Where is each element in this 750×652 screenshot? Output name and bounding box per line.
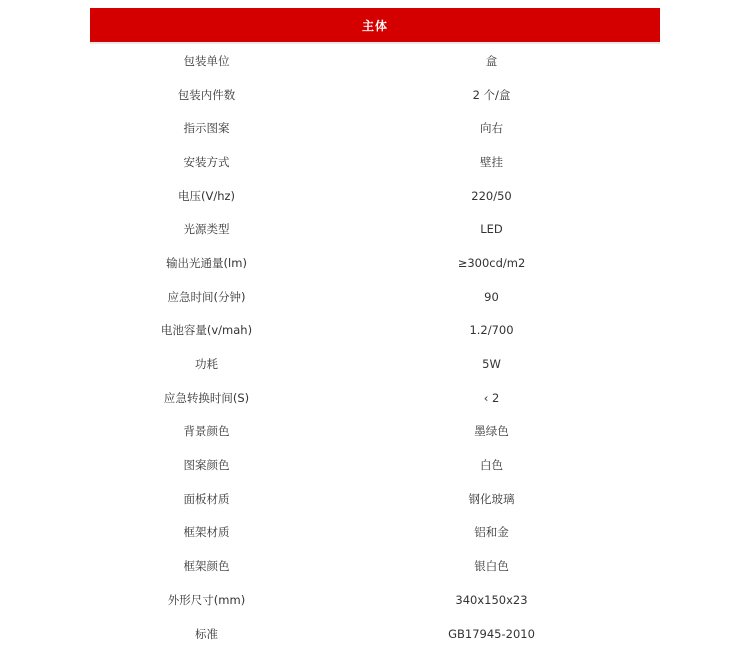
table-row (90, 516, 660, 550)
table-row (90, 44, 660, 78)
spec-label: 包装单位 (183, 53, 230, 68)
spec-value: GB17945-2010 (448, 626, 535, 641)
spec-label: 功耗 (195, 357, 218, 372)
spec-label: 框架材质 (183, 525, 230, 540)
spec-value: 壁挂 (480, 154, 503, 169)
spec-label: 框架颜色 (183, 559, 230, 574)
spec-label: 应急时间(分钟) (167, 289, 246, 304)
spec-table (90, 8, 660, 650)
spec-label: 指示图案 (183, 121, 230, 136)
spec-label: 包装内件数 (177, 87, 236, 102)
spec-value: ‹ 2 (483, 390, 500, 405)
spec-value: 钢化玻璃 (468, 491, 515, 506)
spec-label: 输出光通量(lm) (166, 255, 247, 270)
spec-value: 墨绿色 (474, 424, 509, 439)
spec-value: 白色 (480, 458, 503, 473)
table-row (90, 212, 660, 246)
table-row (90, 347, 660, 381)
spec-label: 背景颜色 (183, 424, 230, 439)
spec-label: 电压(V/hz) (177, 188, 236, 203)
table-row (90, 549, 660, 583)
spec-label: 图案颜色 (183, 458, 230, 473)
table-row (90, 78, 660, 112)
spec-label: 外形尺寸(mm) (167, 592, 246, 607)
table-row (90, 145, 660, 179)
spec-value: 5W (482, 357, 501, 372)
spec-value: 340x150x23 (455, 592, 528, 607)
spec-value: 银白色 (474, 559, 509, 574)
table-row (90, 111, 660, 145)
spec-value: ≥300cd/m2 (457, 255, 526, 270)
spec-label: 标准 (195, 626, 218, 641)
spec-value: LED (480, 222, 503, 237)
spec-value: 盒 (485, 53, 498, 68)
table-row (90, 314, 660, 348)
spec-label: 面板材质 (183, 491, 230, 506)
spec-value: 220/50 (471, 188, 512, 203)
spec-label: 应急转换时间(S) (163, 390, 250, 405)
spec-value: 向右 (480, 121, 503, 136)
table-row (90, 179, 660, 213)
table-row (90, 448, 660, 482)
table-row (90, 246, 660, 280)
table-row (90, 415, 660, 449)
spec-value: 2 个/盒 (472, 87, 511, 102)
table-row (90, 583, 660, 617)
table-row (90, 617, 660, 651)
table-row (90, 280, 660, 314)
table-header-title: 主体 (361, 18, 388, 33)
spec-value: 90 (484, 289, 499, 304)
table-row (90, 482, 660, 516)
spec-label: 电池容量(v/mah) (160, 323, 253, 338)
table-header (90, 8, 660, 44)
spec-label: 安装方式 (183, 154, 230, 169)
spec-rows (90, 44, 660, 650)
spec-value: 铝和金 (474, 525, 509, 540)
spec-label: 光源类型 (183, 222, 230, 237)
spec-value: 1.2/700 (469, 323, 514, 338)
table-row (90, 381, 660, 415)
